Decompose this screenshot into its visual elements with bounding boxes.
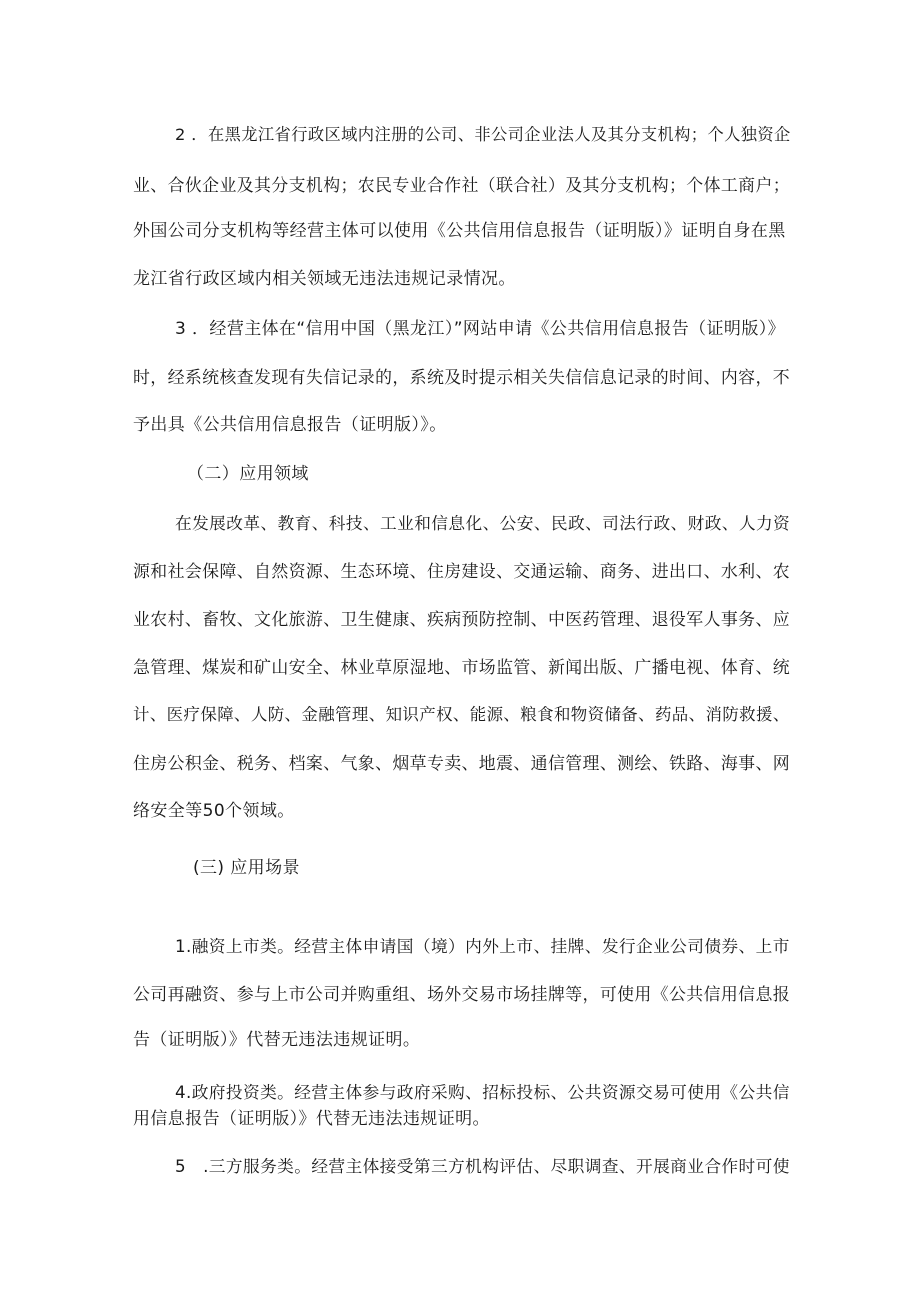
paragraph-line: 予出具《公共信用信息报告（证明版）》。 (133, 415, 447, 435)
paragraph-line: 用信息报告（证明版）》代替无违法违规证明。 (133, 1109, 490, 1129)
paragraph-line: 业农村、畜牧、文化旅游、卫生健康、疾病预防控制、中医药管理、退役军人事务、应 (133, 609, 791, 629)
paragraph-line: 公司再融资、参与上市公司并购重组、场外交易市场挂牌等，可使用《公共信用信息报 (133, 984, 791, 1004)
paragraph-line: 3 ．经营主体在“信用中国（黑龙江）”网站申请《公共信用信息报告（证明版）》 (175, 319, 786, 339)
paragraph-line: 急管理、煤炭和矿山安全、林业草原湿地、市场监管、新闻出版、广播电视、体育、统 (133, 657, 791, 677)
paragraph-line: 告（证明版）》代替无违法违规证明。 (133, 1030, 421, 1050)
paragraph-line: 龙江省行政区域内相关领域无违法违规记录情况。 (133, 269, 516, 289)
paragraph-line: 外国公司分支机构等经营主体可以使用《公共信用信息报告（证明版）》证明自身在黑 (133, 221, 786, 241)
paragraph-line: 2 ．在黑龙江省行政区域内注册的公司、非公司企业法人及其分支机构；个人独资企 (175, 125, 791, 144)
section-heading: （二）应用领域 (187, 464, 309, 484)
section-heading: (三) 应用场景 (193, 858, 300, 878)
paragraph-line: 业、合伙企业及其分支机构；农民专业合作社（联合社）及其分支机构；个体工商户； (133, 175, 791, 195)
paragraph-line: 计、医疗保障、人防、金融管理、知识产权、能源、粮食和物资储备、药品、消防救援、 (133, 705, 790, 724)
paragraph-line: 在发展改革、教育、科技、工业和信息化、公安、民政、司法行政、财政、人力资 (175, 513, 791, 533)
paragraph-line: 1.融资上市类。经营主体申请国（境）内外上市、挂牌、发行企业公司债券、上市 (175, 936, 790, 956)
paragraph-line: 时，经系统核查发现有失信记录的，系统及时提示相关失信信息记录的时间、内容，不 (133, 367, 791, 387)
paragraph-line: 5 .三方服务类。经营主体接受第三方机构评估、尽职调查、开展商业合作时可使 (175, 1156, 790, 1176)
paragraph-line: 源和社会保障、自然资源、生态环境、住房建设、交通运输、商务、进出口、水利、农 (133, 561, 791, 581)
paragraph-line: 住房公积金、税务、档案、气象、烟草专卖、地震、通信管理、测绘、铁路、海事、网 (133, 753, 791, 773)
paragraph-line: 络安全等50个领域。 (133, 801, 295, 821)
paragraph-line: 4.政府投资类。经营主体参与政府采购、招标投标、公共资源交易可使用《公共信 (175, 1082, 790, 1102)
